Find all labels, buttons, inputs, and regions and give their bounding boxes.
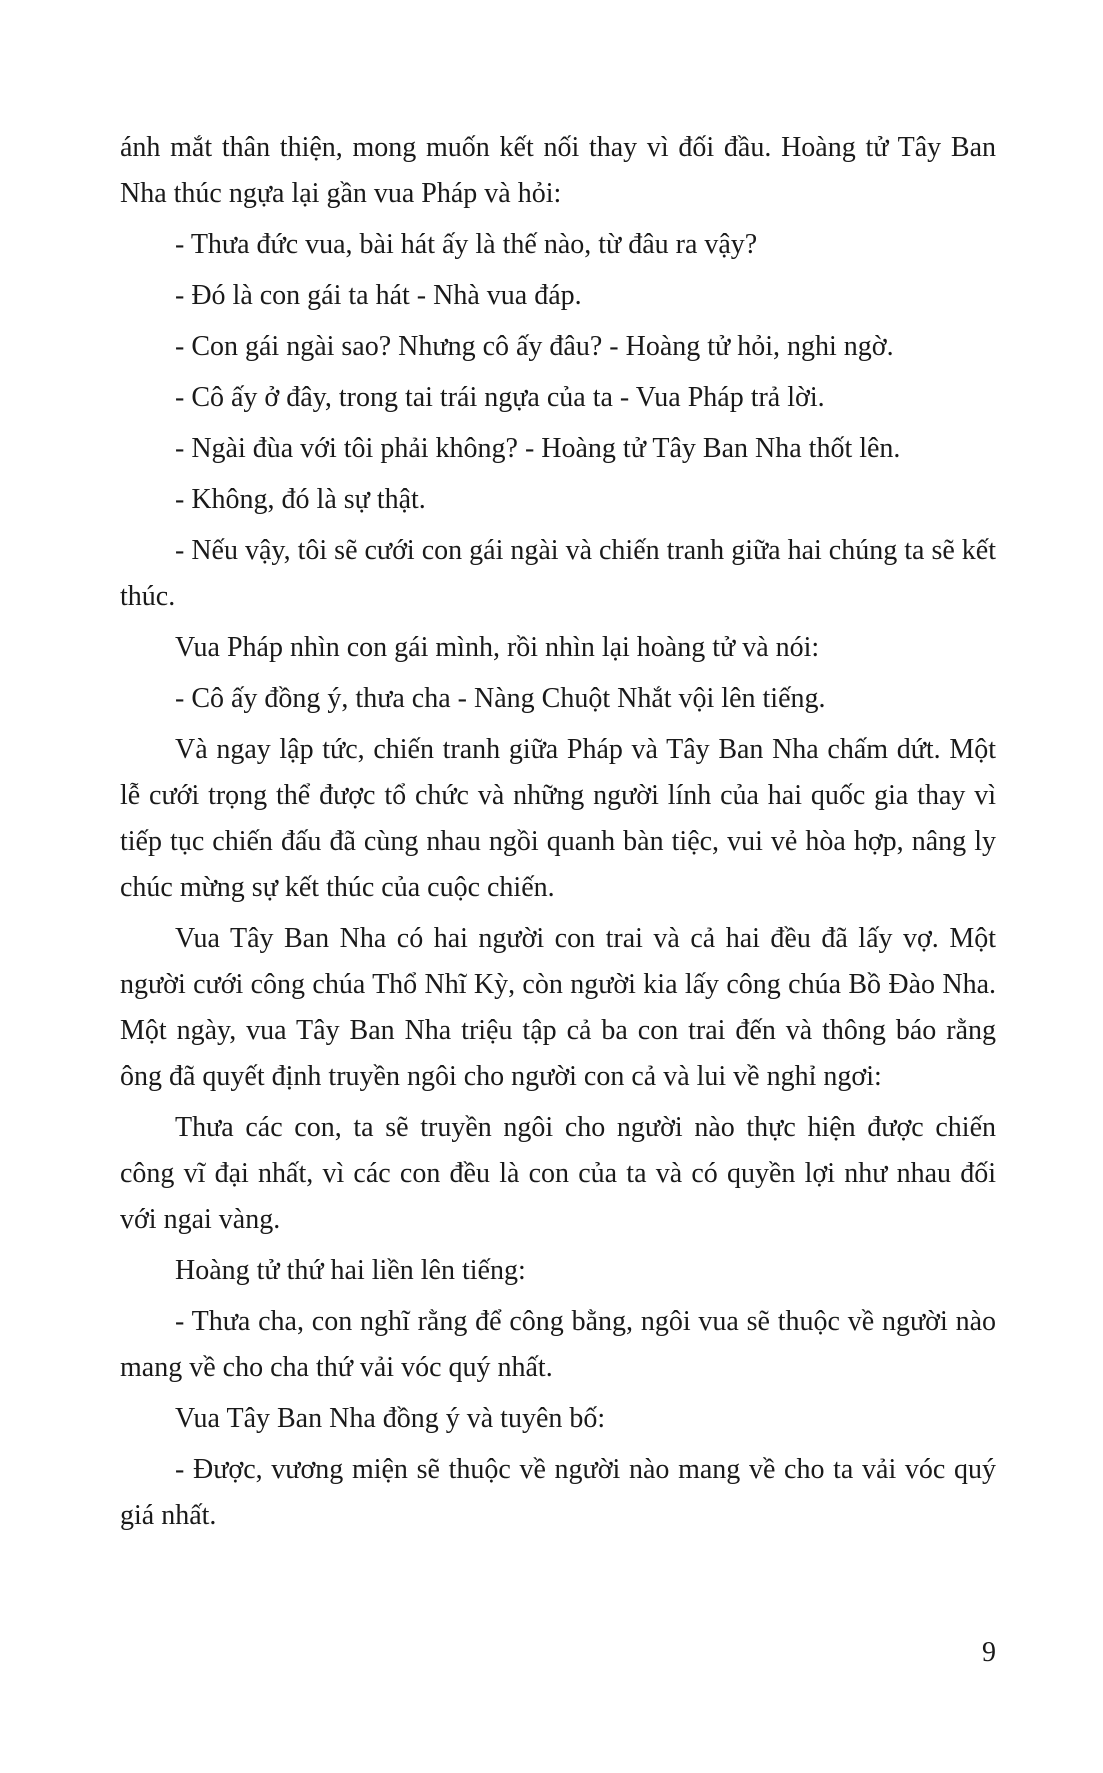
paragraph: - Được, vương miện sẽ thuộc về người nào mang về cho ta vải vóc quý giá nhất. (120, 1454, 996, 1531)
paragraph: - Nếu vậy, tôi sẽ cưới con gái ngài và chiến tranh giữa hai chúng ta sẽ kết thúc. (120, 535, 996, 612)
paragraph: - Thưa cha, con nghĩ rằng để công bằng, ngôi vua sẽ thuộc về người nào mang về cho cha thứ vải vóc quý nhất. (120, 1306, 996, 1383)
paragraph: Thưa các con, ta sẽ truyền ngôi cho người nào thực hiện được chiến công vĩ đại nhất, vì các con đều là con của ta và có quyền lợi như nhau đối với ngai vàng. (120, 1112, 996, 1235)
paragraph: Vua Tây Ban Nha đồng ý và tuyên bố: (175, 1403, 606, 1434)
paragraph: - Con gái ngài sao? Nhưng cô ấy đâu? - Hoàng tử hỏi, nghi ngờ. (175, 331, 894, 362)
page-number: 9 (982, 1637, 996, 1668)
page-body (120, 125, 996, 1544)
paragraph: - Cô ấy ở đây, trong tai trái ngựa của ta - Vua Pháp trả lời. (175, 382, 825, 413)
paragraph: - Đó là con gái ta hát - Nhà vua đáp. (175, 280, 582, 311)
paragraph: - Cô ấy đồng ý, thưa cha - Nàng Chuột Nhắt vội lên tiếng. (175, 683, 826, 714)
paragraph: - Thưa đức vua, bài hát ấy là thế nào, từ đâu ra vậy? (175, 229, 758, 260)
paragraph: Hoàng tử thứ hai liền lên tiếng: (175, 1255, 526, 1286)
paragraph: Và ngay lập tức, chiến tranh giữa Pháp và Tây Ban Nha chấm dứt. Một lễ cưới trọng thể được tổ chức và những người lính của hai quốc gia thay vì tiếp tục chiến đấu đã cùng nhau ngồi quanh bàn tiệc, vui vẻ hòa hợp, nâng ly chúc mừng sự kết thúc của cuộc chiến. (120, 734, 996, 903)
paragraph: - Không, đó là sự thật. (175, 484, 426, 515)
paragraph: Vua Pháp nhìn con gái mình, rồi nhìn lại hoàng tử và nói: (175, 632, 820, 663)
paragraph: - Ngài đùa với tôi phải không? - Hoàng tử Tây Ban Nha thốt lên. (175, 433, 901, 464)
paragraph: Vua Tây Ban Nha có hai người con trai và cả hai đều đã lấy vợ. Một người cưới công chúa Thổ Nhĩ Kỳ, còn người kia lấy công chúa Bồ Đào Nha. Một ngày, vua Tây Ban Nha triệu tập cả ba con trai đến và thông báo rằng ông đã quyết định truyền ngôi cho người con cả và lui về nghỉ ngơi: (120, 923, 996, 1092)
paragraph: ánh mắt thân thiện, mong muốn kết nối thay vì đối đầu. Hoàng tử Tây Ban Nha thúc ngựa lại gần vua Pháp và hỏi: (120, 132, 996, 209)
